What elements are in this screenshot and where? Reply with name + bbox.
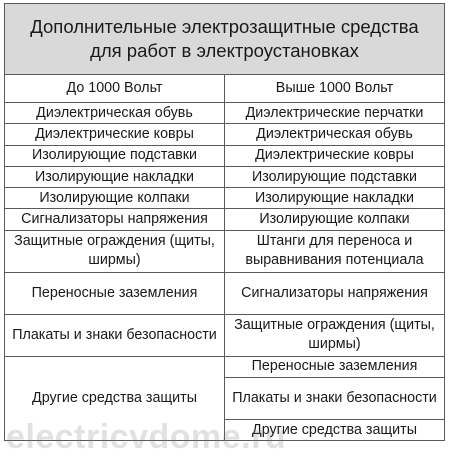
cell-right: Изолирующие колпаки	[225, 209, 445, 230]
cell-left: Переносные заземления	[5, 272, 225, 314]
table-row	[5, 356, 445, 377]
table-row	[5, 124, 445, 145]
table-container	[4, 3, 445, 441]
cell-left: Плакаты и знаки безопасности	[5, 314, 225, 356]
table-title: Дополнительные электрозащитные средства для работ в электроустановках	[5, 4, 445, 75]
cell-left: Изолирующие подставки	[5, 145, 225, 166]
cell-left: Изолирующие накладки	[5, 166, 225, 187]
cell-right: Сигнализаторы напряжения	[225, 272, 445, 314]
cell-right: Защитные ограждения (щиты, ширмы)	[225, 314, 445, 356]
table-row	[5, 209, 445, 230]
cell-left: Сигнализаторы напряжения	[5, 209, 225, 230]
table-row	[5, 272, 445, 314]
table-row	[5, 166, 445, 187]
cell-right: Диэлектрическая обувь	[225, 124, 445, 145]
cell-right: Другие средства защиты	[225, 420, 445, 441]
cell-right: Переносные заземления	[225, 356, 445, 377]
cell-right: Диэлектрические ковры	[225, 145, 445, 166]
cell-left: Диэлектрические ковры	[5, 124, 225, 145]
cell-right: Штанги для переноса и выравнивания потенциала	[225, 230, 445, 272]
site-watermark: electricvdome.ru	[6, 418, 287, 456]
cell-right: Плакаты и знаки безопасности	[225, 378, 445, 420]
table-row	[5, 188, 445, 209]
cell-left: Изолирующие колпаки	[5, 188, 225, 209]
cell-left-merged: Другие средства защиты	[5, 356, 225, 441]
column-header-low-voltage: До 1000 Вольт	[5, 75, 225, 103]
cell-right: Диэлектрические перчатки	[225, 103, 445, 124]
cell-right: Изолирующие подставки	[225, 166, 445, 187]
cell-right: Изолирующие накладки	[225, 188, 445, 209]
cell-left: Защитные ограждения (щиты, ширмы)	[5, 230, 225, 272]
table-row	[5, 103, 445, 124]
cell-left: Диэлектрическая обувь	[5, 103, 225, 124]
table-row	[5, 314, 445, 356]
table-row	[5, 230, 445, 272]
protective-equipment-table	[4, 3, 445, 441]
column-header-high-voltage: Выше 1000 Вольт	[225, 75, 445, 103]
table-row	[5, 145, 445, 166]
